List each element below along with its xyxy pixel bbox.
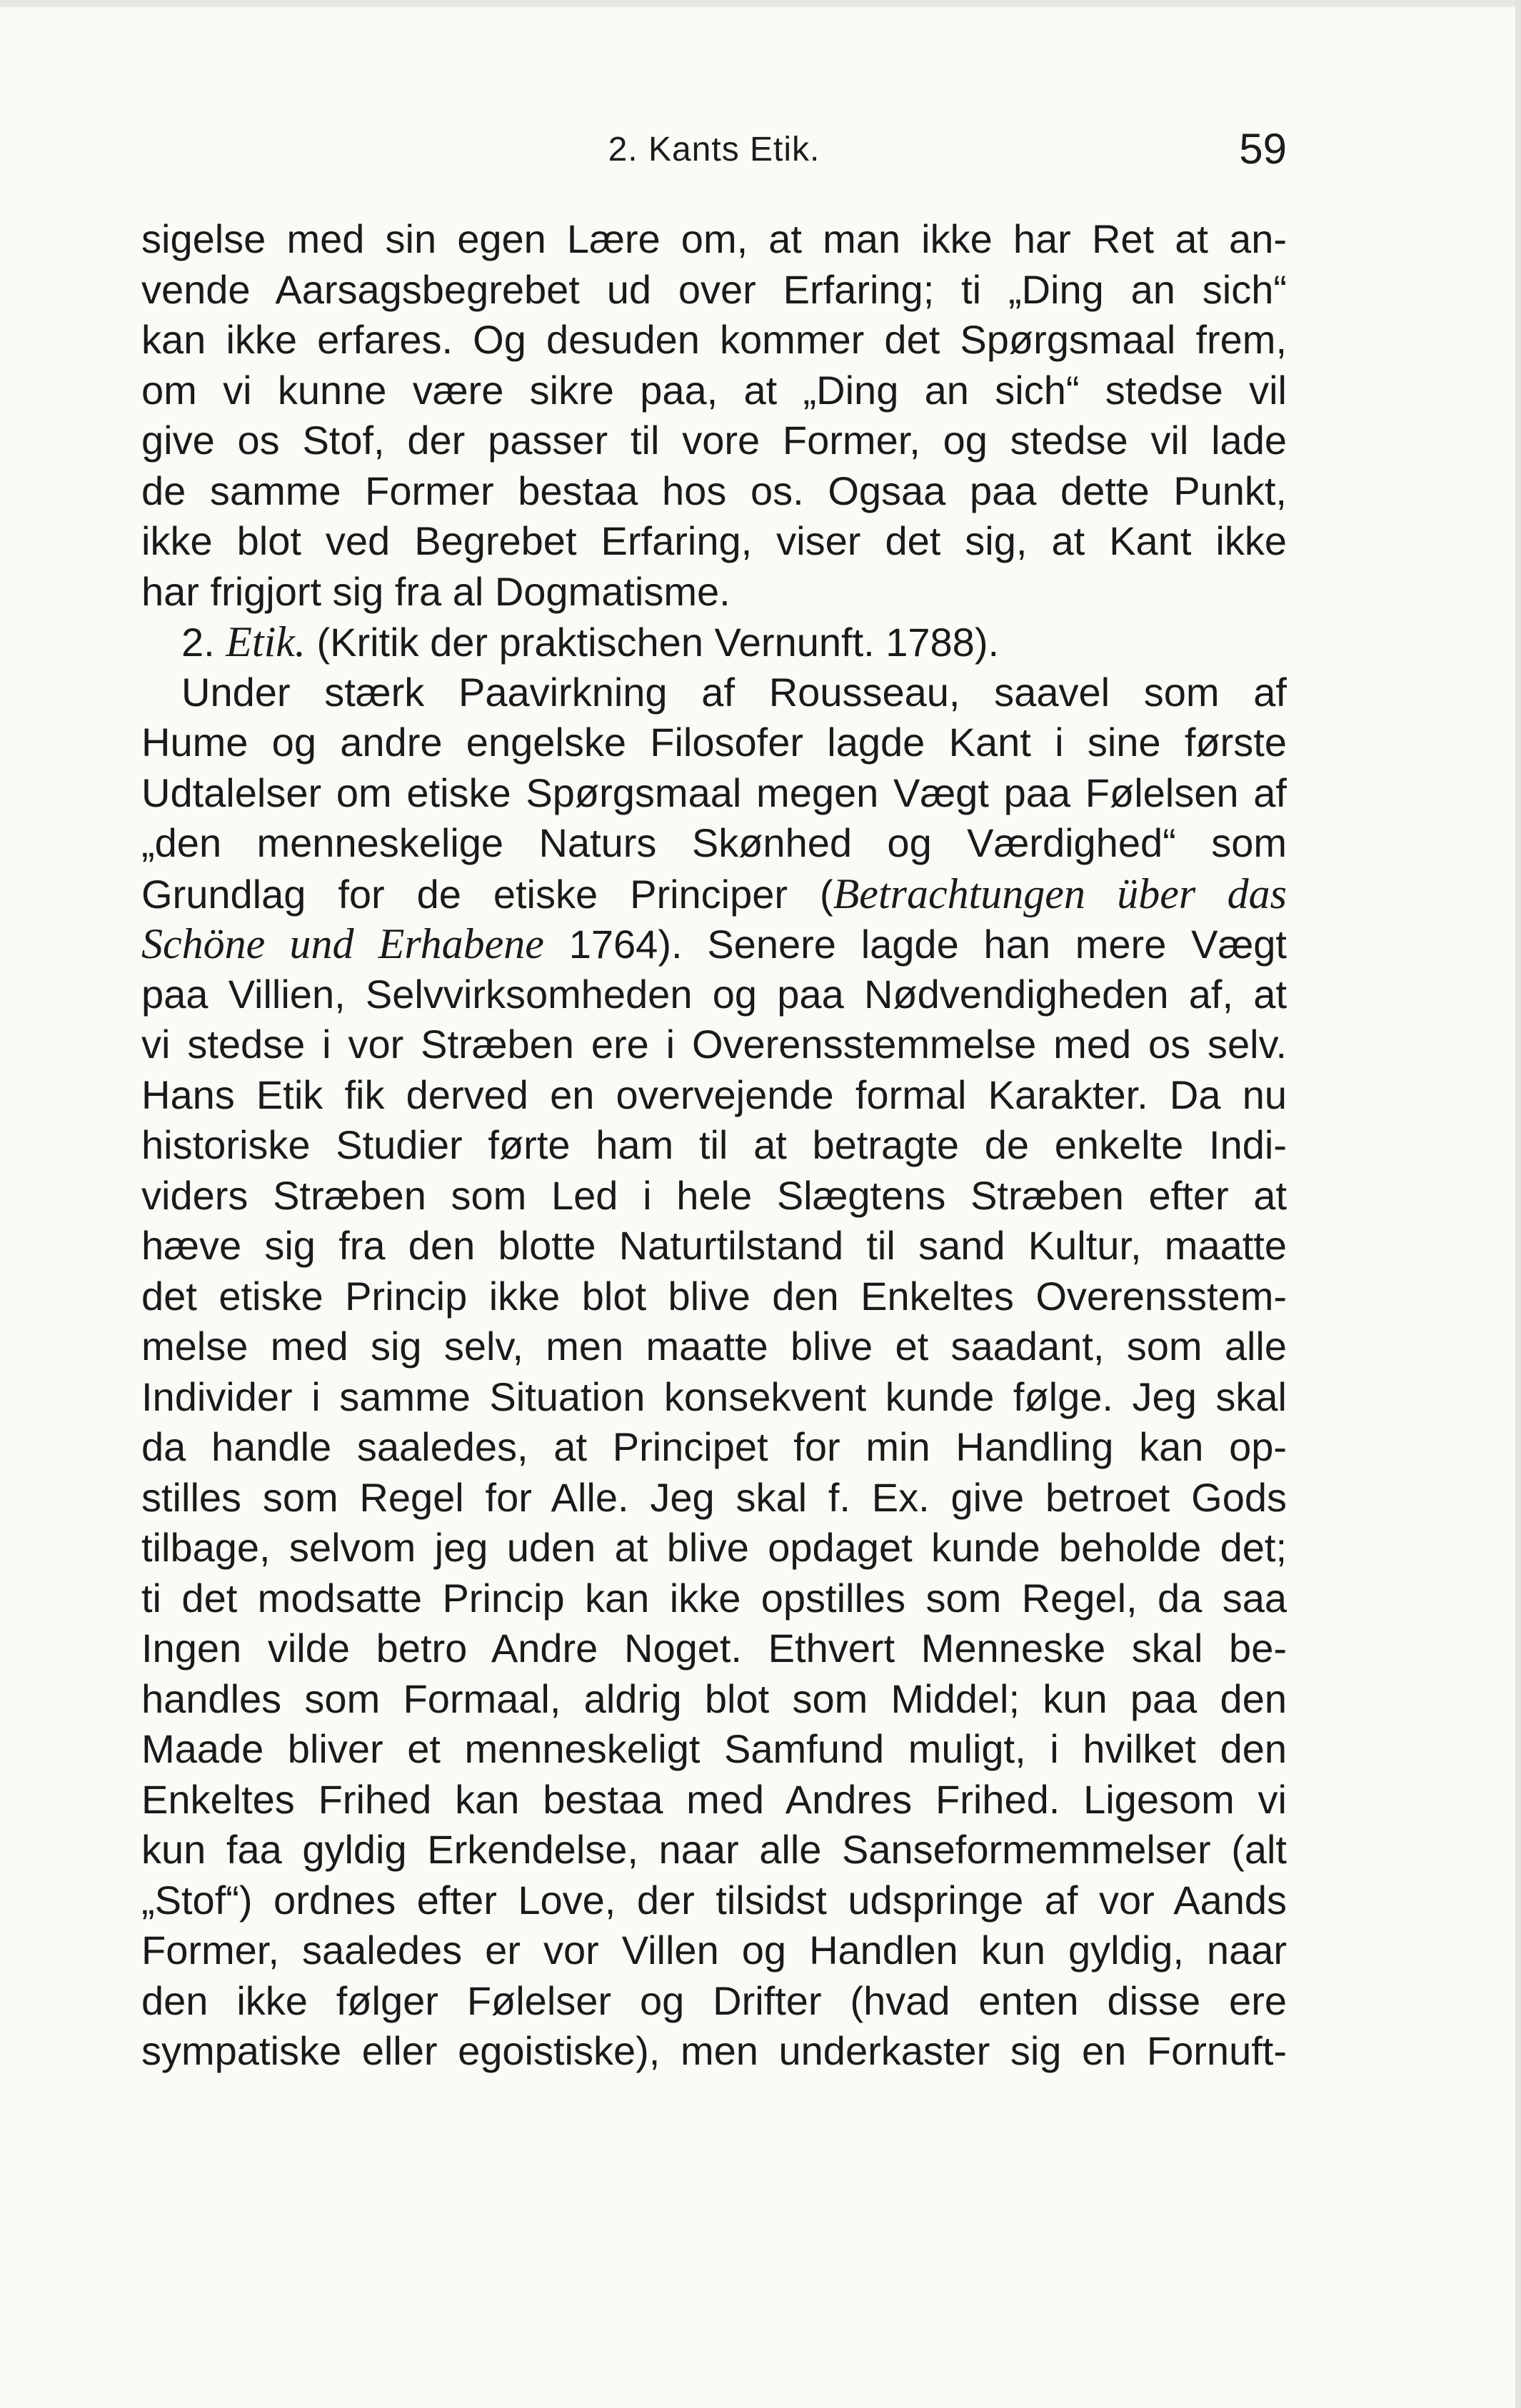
text-line: give os Stof, der passer til vore Former, og stedse vil lade xyxy=(141,418,1287,463)
text-line: Hans Etik fik derved en overvejende formal Karakter. Da nu xyxy=(141,1072,1287,1117)
text-line: den ikke følger Følelser og Drifter (hvad enten disse ere xyxy=(141,1978,1287,2023)
italic-title: Schöne und Erhabene xyxy=(141,920,544,967)
scan-edge-right xyxy=(1515,0,1521,2408)
page-number: 59 xyxy=(1239,125,1287,173)
text-line: vi stedse i vor Stræben ere i Overensstemmelse med os selv. xyxy=(141,1022,1287,1067)
text-line: kan ikke erfares. Og desuden kommer det Spørgsmaal frem, xyxy=(141,317,1287,362)
text-line: Ingen vilde betro Andre Noget. Ethvert Menneske skal be- xyxy=(141,1626,1287,1671)
text-line: har frigjort sig fra al Dogmatisme. xyxy=(141,568,731,614)
text-line: om vi kunne være sikre paa, at „Ding an sich“ stedse vil xyxy=(141,367,1287,413)
text-line: de samme Former bestaa hos os. Ogsaa paa dette Punkt, xyxy=(141,468,1287,513)
text-segment: Grundlag for de etiske Principer ( xyxy=(141,871,833,917)
text-line: ti det modsatte Princip kan ikke opstilles som Regel, da saa xyxy=(141,1575,1287,1621)
text-line xyxy=(141,919,1287,969)
text-segment: 2. xyxy=(181,620,226,665)
italic-title: Betrachtungen über das xyxy=(833,870,1287,917)
scan-edge-top xyxy=(0,0,1521,7)
text-line: historiske Studier førte ham til at betragte de enkelte Indi- xyxy=(141,1122,1287,1167)
text-line: „den menneskelige Naturs Skønhed og Værdighed“ som xyxy=(141,820,1287,865)
text-line: hæve sig fra den blotte Naturtilstand til sand Kultur, maatte xyxy=(141,1223,1287,1268)
text-line: stilles som Regel for Alle. Jeg skal f. Ex. give betroet Gods xyxy=(141,1474,1287,1520)
text-line: tilbage, selvom jeg uden at blive opdaget kunde beholde det; xyxy=(141,1525,1287,1570)
text-line: Former, saaledes er vor Villen og Handlen kun gyldig, naar xyxy=(141,1928,1287,1973)
text-line: Maade bliver et menneskeligt Samfund muligt, i hvilket den xyxy=(141,1726,1287,1771)
text-line: sigelse med sin egen Lære om, at man ikke har Ret at an- xyxy=(141,216,1287,261)
text-line: paa Villien, Selvvirksomheden og paa Nødvendigheden af, at xyxy=(141,971,1287,1017)
text-line: da handle saaledes, at Principet for min Handling kan op- xyxy=(141,1424,1287,1469)
running-head: 2. Kants Etik. xyxy=(608,131,820,168)
text-segment: (Kritik der praktischen Vernunft. 1788). xyxy=(305,620,1000,665)
text-line xyxy=(141,617,1287,668)
text-line: viders Stræben som Led i hele Slægtens Stræben efter at xyxy=(141,1172,1287,1218)
text-line: sympatiske eller egoistiske), men underkaster sig en Fornuft- xyxy=(141,2028,1287,2073)
text-line xyxy=(141,869,1287,920)
body-text xyxy=(141,214,1287,2077)
text-line: vende Aarsagsbegrebet ud over Erfaring; ti „Ding an sich“ xyxy=(141,266,1287,312)
text-line: kun faa gyldig Erkendelse, naar alle Sanseformemmelser (alt xyxy=(141,1827,1287,1872)
page-header xyxy=(141,120,1287,191)
text-line: handles som Formaal, aldrig blot som Middel; kun paa den xyxy=(141,1676,1287,1721)
text-line: Under stærk Paavirkning af Rousseau, saavel som af xyxy=(181,669,1287,715)
text-line: Udtalelser om etiske Spørgsmaal megen Vægt paa Følelsen af xyxy=(141,770,1287,815)
text-line: det etiske Princip ikke blot blive den Enkeltes Overensstem- xyxy=(141,1273,1287,1319)
text-line: Individer i samme Situation konsekvent kunde følge. Jeg skal xyxy=(141,1374,1287,1419)
text-line: Hume og andre engelske Filosofer lagde Kant i sine første xyxy=(141,720,1287,765)
text-line: ikke blot ved Begrebet Erfaring, viser det sig, at Kant ikke xyxy=(141,518,1287,563)
text-line: „Stof“) ordnes efter Love, der tilsidst udspringe af vor Aands xyxy=(141,1877,1287,1923)
text-segment: 1764). Senere lagde han mere Vægt xyxy=(543,922,1287,967)
text-line: melse med sig selv, men maatte blive et saadant, som alle xyxy=(141,1324,1287,1369)
italic-title: Etik. xyxy=(226,618,306,665)
text-line: Enkeltes Frihed kan bestaa med Andres Frihed. Ligesom vi xyxy=(141,1776,1287,1822)
